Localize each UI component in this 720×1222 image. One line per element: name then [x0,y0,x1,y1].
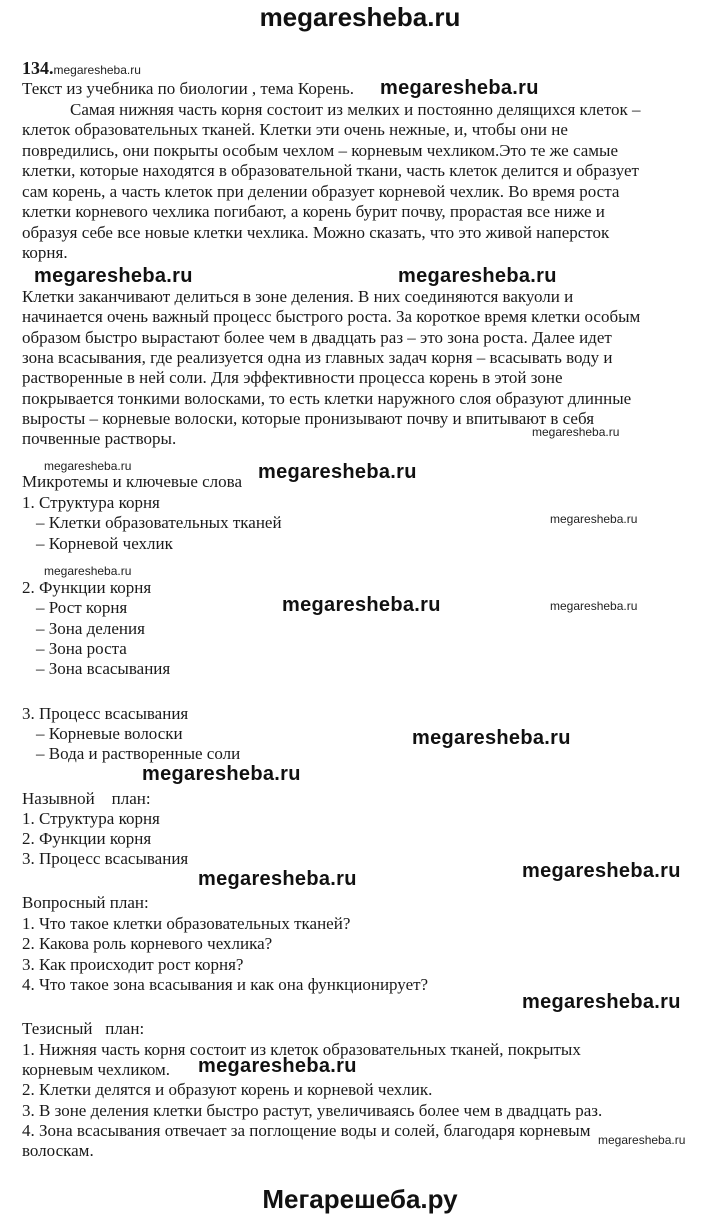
watermark-big: megaresheba.ru [522,991,681,1013]
watermark-small: megaresheba.ru [53,63,141,77]
watermark-big: megaresheba.ru [282,594,441,616]
watermark-big: megaresheba.ru [198,1055,357,1077]
nominal-plan-title: Назывной план: [22,789,151,808]
nominal-plan-item: 3. Процесс всасывания [22,849,189,868]
paragraph-2-line: начинается очень важный процесс быстрого роста. За короткое время клетки особым [22,307,641,326]
nominal-plan-item: 1. Структура корня [22,809,160,828]
question-plan-item: 4. Что такое зона всасывания и как она функционирует? [22,975,429,994]
paragraph-1-line: Самая нижняя часть корня состоит из мелких и постоянно делящихся клеток – [70,100,641,119]
paragraph-2-line: образом быстро вырастают более чем в двадцать раз – это зона роста. Далее идет [22,328,612,347]
microtopic-line: – Корневые волоски [36,724,183,743]
task-number: 134.megaresheba.ru [22,58,141,78]
intro-line: Текст из учебника по биологии , тема Корень. [22,79,354,98]
watermark-big: megaresheba.ru [380,77,539,99]
paragraph-1-line: образуя себе все новые клетки чехлика. Можно сказать, что это живой наперсток [22,223,610,242]
thesis-plan-line: 2. Клетки делятся и образуют корень и корневой чехлик. [22,1080,433,1099]
watermark-big: megaresheba.ru [412,727,571,749]
paragraph-2-line: Клетки заканчивают делиться в зоне деления. В них соединяются вакуоли и [22,287,574,306]
question-plan-item: 1. Что такое клетки образовательных тканей? [22,914,351,933]
thesis-plan-title: Тезисный план: [22,1019,145,1038]
paragraph-2-line: почвенные растворы. [22,429,177,448]
watermark-small: megaresheba.ru [550,512,638,526]
paragraph-2-line: зона всасывания, где реализуется одна из главных задач корня – всасывать воду и [22,348,613,367]
paragraph-1-line: сам корень, а часть клеток при делении образует корневой чехлик. Во время роста [22,182,620,201]
microtopic-line: – Рост корня [36,598,128,617]
question-plan-title: Вопросный план: [22,893,149,912]
paragraph-2-line: выросты – корневые волоски, которые пронизывают почву и впитывают в себя [22,409,595,428]
watermark-big: megaresheba.ru [142,763,301,785]
microtopic-line: – Вода и растворенные соли [36,744,241,763]
paragraph-1-line: клетки корневого чехлика погибают, а корень бурит почву, прорастая все ниже и [22,202,605,221]
nominal-plan-item: 2. Функции корня [22,829,152,848]
paragraph-1-line: клетки, которые находятся в образовательной ткани, часть клеток делится и образует [22,161,639,180]
watermark-big: megaresheba.ru [198,868,357,890]
microtopic-line: 3. Процесс всасывания [22,704,189,723]
microtopic-line: – Корневой чехлик [36,534,173,553]
watermark-small: megaresheba.ru [44,459,132,473]
watermark-big: megaresheba.ru [34,265,193,287]
thesis-plan-line: 4. Зона всасывания отвечает за поглощение воды и солей, благодаря корневым [22,1121,591,1140]
thesis-plan-line: 1. Нижняя часть корня состоит из клеток образовательных тканей, покрытых [22,1040,581,1059]
microtopic-line: 2. Функции корня [22,578,152,597]
watermark-big: megaresheba.ru [522,860,681,882]
watermark-big: megaresheba.ru [258,461,417,483]
watermark-small: megaresheba.ru [44,564,132,578]
microtopic-line: 1. Структура корня [22,493,160,512]
thesis-plan-line: волоскам. [22,1141,94,1160]
site-header-title: megaresheba.ru [259,2,461,32]
microtopic-line: – Зона роста [36,639,127,658]
watermark-big: megaresheba.ru [398,265,557,287]
microtopic-line: – Зона деления [36,619,145,638]
paragraph-2-line: растворенные в ней соли. Для эффективности процесса корень в этой зоне [22,368,563,387]
microtopic-line: – Клетки образовательных тканей [36,513,282,532]
paragraph-1-line: повредились, они покрыты особым чехлом – корневым чехликом.Это те же самые [22,141,619,160]
microtopic-line: – Зона всасывания [36,659,171,678]
question-plan-item: 3. Как происходит рост корня? [22,955,244,974]
watermark-small: megaresheba.ru [598,1133,686,1147]
thesis-plan-line: 3. В зоне деления клетки быстро растут, увеличиваясь более чем в двадцать раз. [22,1101,603,1120]
paragraph-2-line: покрывается тонкими волосками, то есть клетки наружного слоя образуют длинные [22,389,632,408]
question-plan-item: 2. Какова роль корневого чехлика? [22,934,273,953]
microtopics-title: Микротемы и ключевые слова [22,472,243,491]
watermark-small: megaresheba.ru [550,599,638,613]
paragraph-1-line: клеток образовательных тканей. Клетки эти очень нежные, и, чтобы они не [22,120,568,139]
site-footer-title: Мегарешеба.ру [262,1184,458,1214]
watermark-small: megaresheba.ru [532,425,620,439]
paragraph-1-line: корня. [22,243,68,262]
thesis-plan-line: корневым чехликом. [22,1060,171,1079]
